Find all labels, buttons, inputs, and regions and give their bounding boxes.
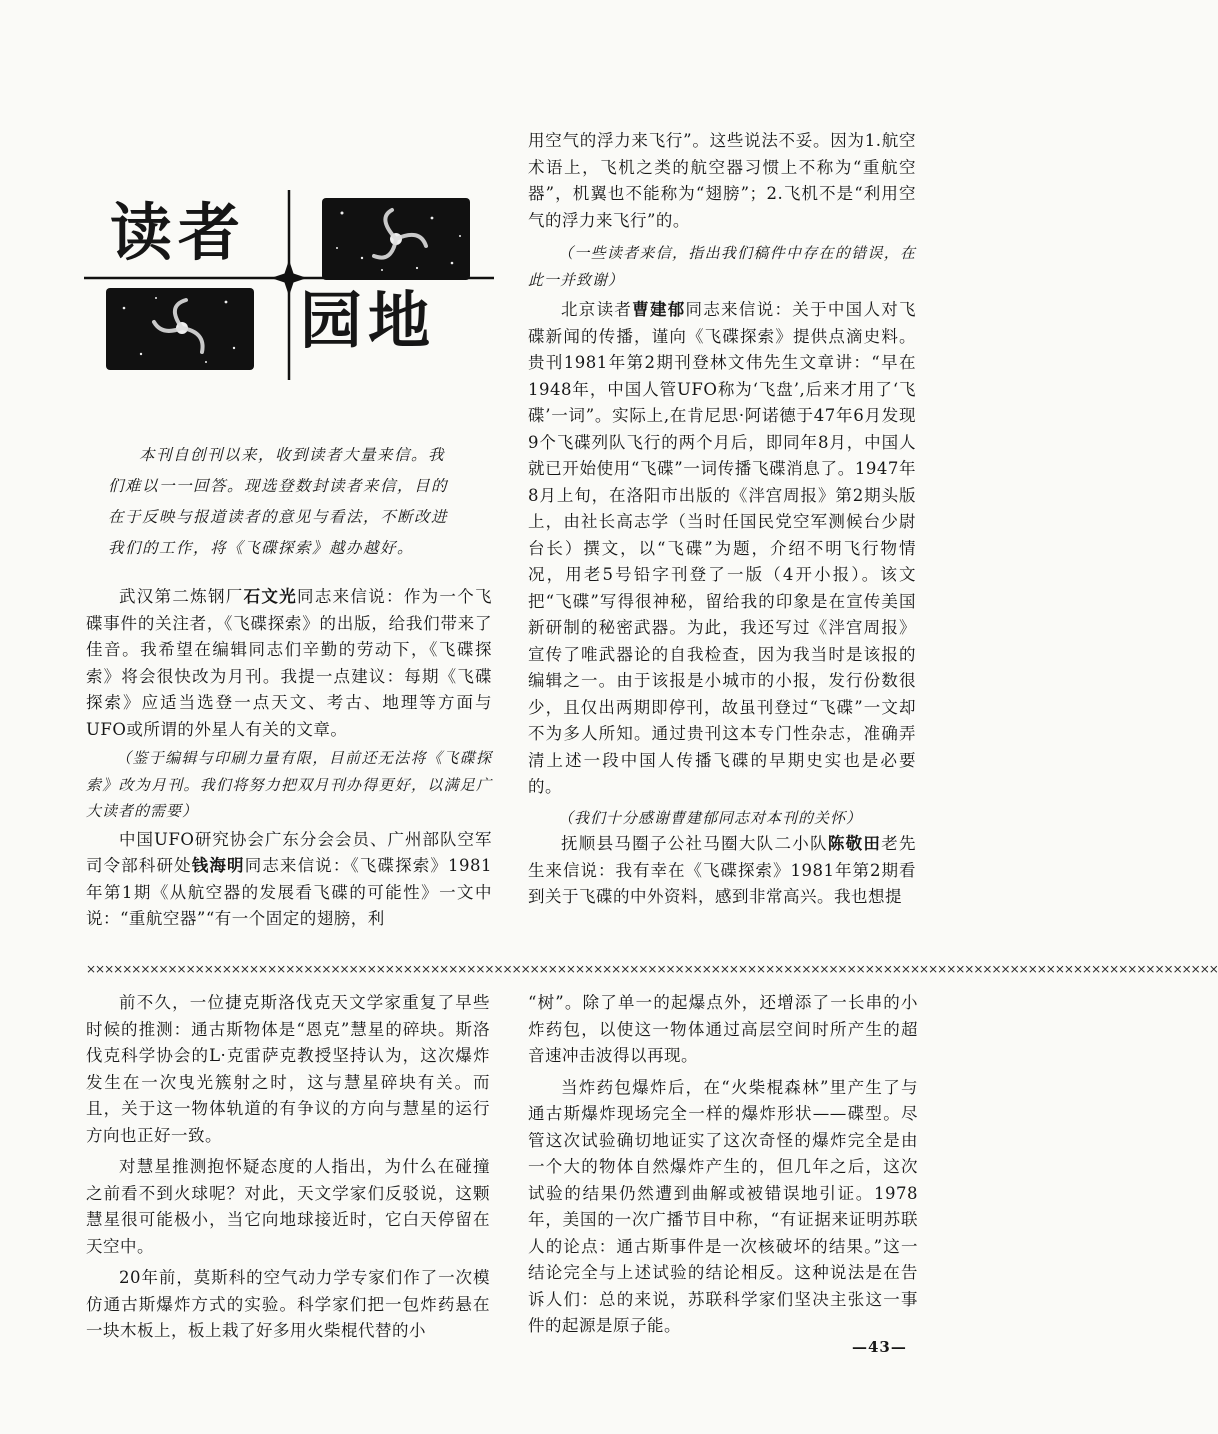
intro-line: 们难以一一回答。现选登数封读者来信，目的 <box>108 477 449 495</box>
letter-text: 同志来信说：作为一个飞碟事件的关注者，《飞碟探索》的出版，给我们带来了佳音。我希望在编辑同志们辛勤的劳动下，《飞碟探索》将会很快改为月刊。我提一点建议：每期《飞碟探索》应适当选登一点天文、考古、地理等方面与UFO或所谓的外星人有关的文章。 <box>86 587 493 739</box>
letter-paragraph <box>86 584 492 743</box>
editor-note: （一些读者来信，指出我们稿件中存在的错误，在此一并致谢） <box>528 244 916 289</box>
letter-text: 中国UFO研究协会广东分会会员、广州部队空军司令部科研处 <box>86 829 492 875</box>
intro-line: 我们的工作，将《飞碟探索》越办越好。 <box>108 539 415 557</box>
article-right-column <box>528 990 918 1340</box>
letter-paragraph: 用空气的浮力来飞行”。这些说法不妥。因为1.航空术语上，飞机之类的航空器习惯上不称为“重航空器”，机翼也不能称为“翅膀”；2.飞机不是“利用空气的浮力来飞行”的。 <box>528 131 916 230</box>
letter-author: 钱海明 <box>191 856 245 875</box>
column-header-graphic <box>84 190 494 380</box>
article-paragraph: 对慧星推测抱怀疑态度的人指出，为什么在碰撞之前看不到火球呢？对此，天文学家们反驳说，这颗慧星很可能极小，当它向地球接近时，它白天停留在天空中。 <box>86 1157 490 1256</box>
letter-paragraph <box>528 831 916 911</box>
editor-note: （鉴于编辑与印刷力量有限，目前还无法将《飞碟探索》改为月刊。我们将努力把双月刊办得更好，以满足广大读者的需要） <box>86 749 492 820</box>
article-paragraph: 当炸药包爆炸后，在“火柴棍森林”里产生了与通古斯爆炸现场完全一样的爆炸形状——碟型。尽管这次试验确切地证实了这次奇怪的爆炸完全是由一个大的物体自然爆炸产生的，但几年之后，这次试验的结果仍然遭到曲解或被错误地引证。1978年，美国的一次广播节目中称，“有证据来证明苏联人的论点：通古斯事件是一次核破坏的结果。”这一结论完全与上述试验的结论相反。这种说法是在告诉人们：总的来说，苏联科学家们坚决主张这一事件的起源是原子能。 <box>528 1077 918 1335</box>
letter-author: 石文光 <box>243 587 298 606</box>
article-left-column <box>86 990 490 1345</box>
intro-line: 在于反映与报道读者的意见与看法，不断改进 <box>108 508 449 526</box>
section-separator: ××××××××××××××××××××××××××××××××××××××××××××××××××××××××××××××××××××××××××××××××××××××××××××××××××××××××××××××××××××××××××××× <box>86 962 1218 976</box>
letter-text: 老先生来信说：我有幸在《飞碟探索》1981年第2期看到关于飞碟的中外资料，感到非常高兴。我也想提 <box>528 834 917 906</box>
article-paragraph: 前不久，一位捷克斯洛伐克天文学家重复了早些时候的推测：通古斯物体是“恩克”慧星的碎块。斯洛伐克科学协会的L·克雷萨克教授坚持认为，这次爆炸发生在一次曳光簇射之时，这与慧星碎块有关。而且，关于这一物体轨道的有争议的方向与慧星的运行方向也正好一致。 <box>86 993 490 1145</box>
intro-line: 本刊自创刊以来，收到读者大量来信。我 <box>139 446 446 464</box>
letter-paragraph <box>528 297 916 801</box>
letter-text: 抚顺县马圈子公社马圈大队二小队 <box>561 834 828 853</box>
galaxy-image-bottom <box>106 288 254 370</box>
page-number: —43— <box>852 1338 907 1356</box>
letter-author: 曹建郁 <box>632 300 686 319</box>
article-paragraph: 20年前，莫斯科的空气动力学专家们作了一次模仿通古斯爆炸方式的实验。科学家们把一包炸药悬在一块木板上，板上栽了好多用火柴棍代替的小 <box>86 1268 490 1340</box>
letter-author: 陈敬田 <box>827 834 882 853</box>
letter-text: 北京读者 <box>561 300 633 319</box>
letter-text: 武汉第二炼钢厂 <box>119 587 244 606</box>
header-title-line1: 读者 <box>110 196 247 269</box>
letter-text: 同志来信说：关于中国人对飞碟新闻的传播，谨向《飞碟探索》提供点滴史料。贵刊1981年第2期刊登林文伟先生文章讲：“早在1948年，中国人管UFO称为‘飞盘’,后来才用了‘飞碟’一词”。实际上,在肯尼思·阿诺德于47年6月发现9个飞碟列队飞行的两个月后，即同年8月，中国人就已开始使用“飞碟”一词传播飞碟消息了。1947年8月上旬，在洛阳市出版的《泮宫周报》第2期头版上，由社长高志学（当时任国民党空军测候台少尉台长）撰文，以“飞碟”为题，介绍不明飞行物情况，用老5号铅字刊登了一版（4开小报）。该文把“飞碟”写得很神秘，留给我的印象是在宣传美国新研制的秘密武器。为此，我还写过《泮宫周报》宣传了唯武器论的自我检查，因为我当时是该报的编辑之一。由于该报是小城市的小报，发行份数很少，且仅出两期即停刊，故虽刊登过“飞碟”一文却不为多人所知。通过贵刊这本专门性杂志，准确弄清上述一段中国人传播飞碟的早期史实也是必要的。 <box>528 300 917 796</box>
letters-right-column <box>528 128 916 911</box>
editor-note: （我们十分感谢曹建郁同志对本刊的关怀） <box>558 808 863 827</box>
letter-paragraph <box>86 827 492 933</box>
article-paragraph: “树”。除了单一的起爆点外，还增添了一长串的小炸药包，以使这一物体通过高层空间时所产生的超音速冲击波得以再现。 <box>528 993 918 1065</box>
letters-left-column <box>86 584 492 933</box>
galaxy-image-top <box>322 198 470 280</box>
letter-text: 同志来信说：《飞碟探索》1981年第1期《从航空器的发展看飞碟的可能性》一文中说：“重航空器”“有一个固定的翅膀，利 <box>86 856 493 928</box>
editor-intro <box>108 440 468 564</box>
header-title-line2: 园地 <box>300 284 437 357</box>
